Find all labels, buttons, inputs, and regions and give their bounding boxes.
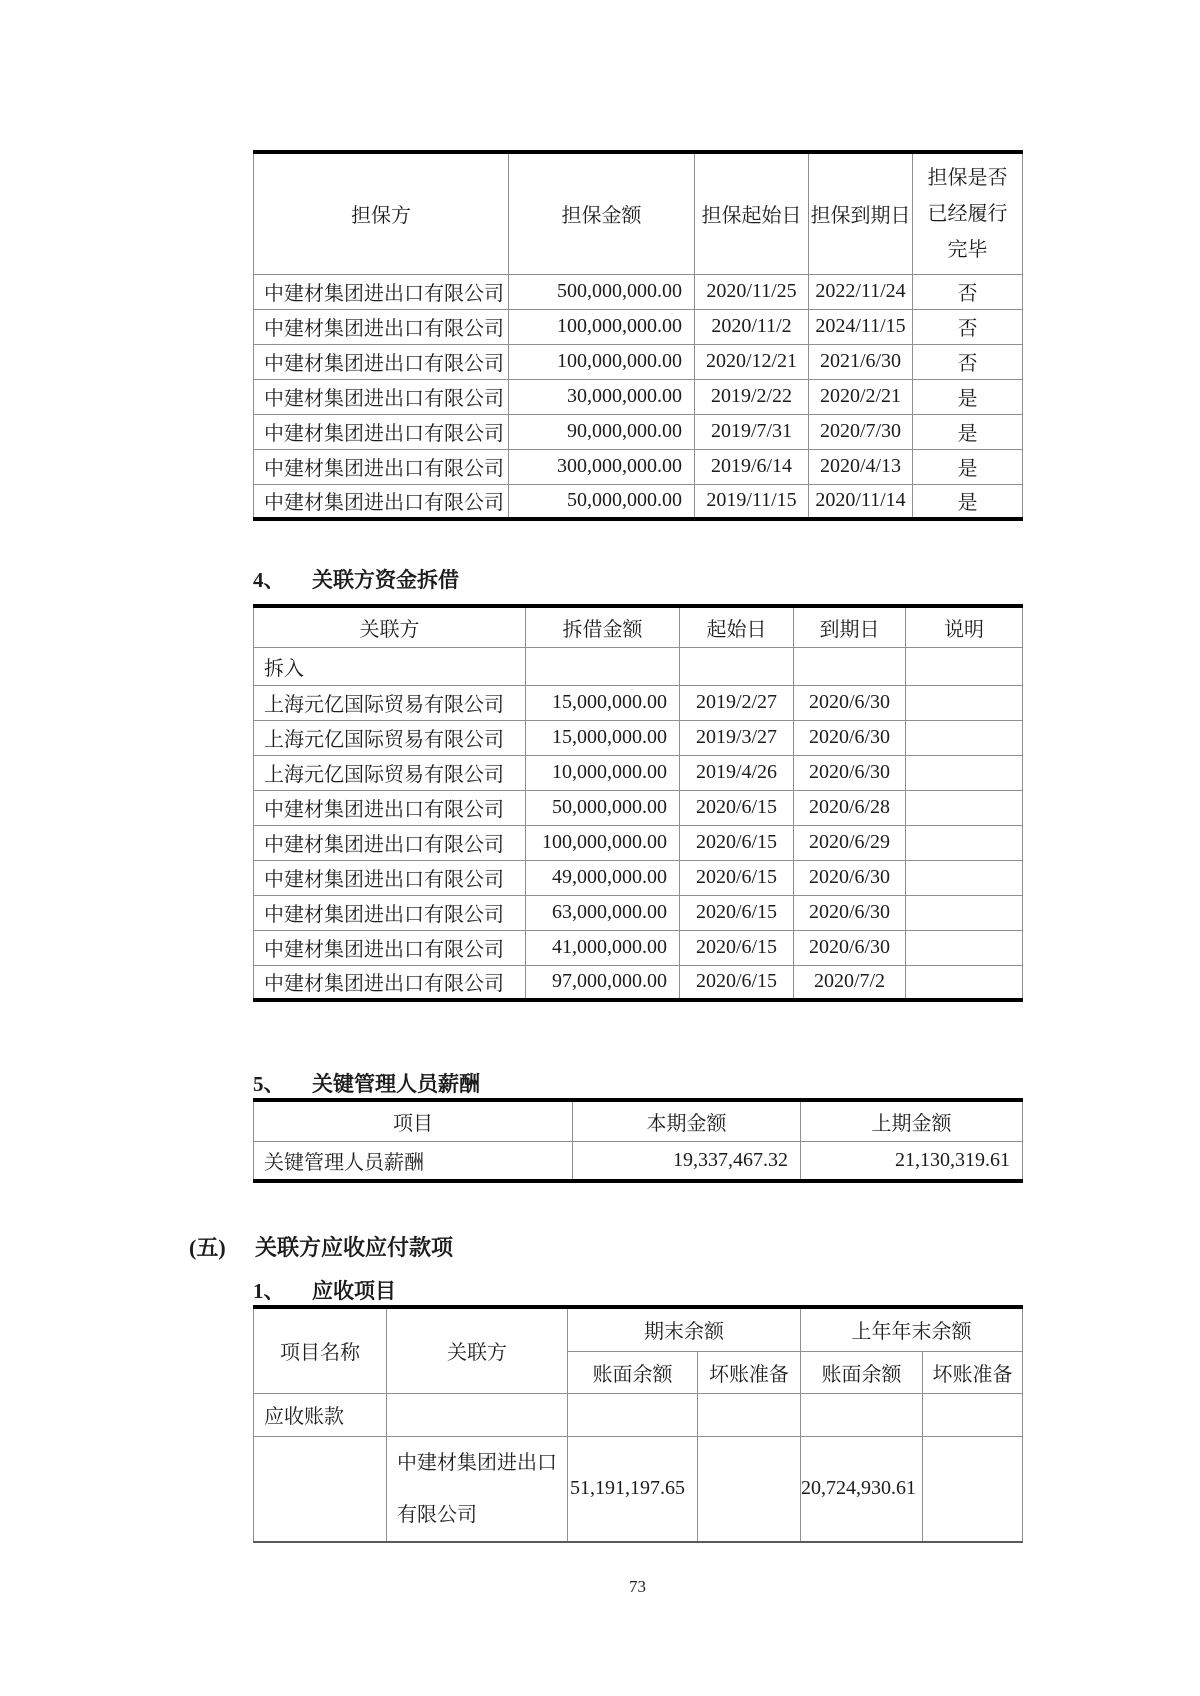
receivables-group-row xyxy=(254,1393,1023,1436)
fulfilled-cell: 是 xyxy=(913,484,1023,519)
start-date-cell: 2019/7/31 xyxy=(695,414,809,449)
amount-cell: 100,000,000.00 xyxy=(509,344,695,379)
related-party-cell: 上海元亿国际贸易有限公司 xyxy=(254,685,526,720)
header-prior-year-balance: 上年年末余额 xyxy=(801,1307,1023,1351)
guarantee-row xyxy=(254,344,1023,379)
section-wu-number: (五) xyxy=(189,1235,226,1260)
receivables-table xyxy=(253,1305,1023,1543)
note-cell xyxy=(906,755,1023,790)
start-date-cell: 2020/6/15 xyxy=(680,965,794,1000)
start-date-cell: 2020/6/15 xyxy=(680,930,794,965)
header-end-date: 到期日 xyxy=(794,606,906,647)
amount-cell: 10,000,000.00 xyxy=(526,755,680,790)
header-ending-bad-debt: 坏账准备 xyxy=(698,1351,801,1393)
empty-cell xyxy=(923,1393,1023,1436)
end-date-cell: 2020/7/2 xyxy=(794,965,906,1000)
start-date-cell: 2020/6/15 xyxy=(680,790,794,825)
end-date-cell: 2020/6/30 xyxy=(794,860,906,895)
amount-cell: 15,000,000.00 xyxy=(526,720,680,755)
note-cell xyxy=(906,860,1023,895)
header-prior-book-balance: 账面余额 xyxy=(801,1351,923,1393)
guarantor-cell: 中建材集团进出口有限公司 xyxy=(254,449,509,484)
header-guarantor: 担保方 xyxy=(254,152,509,274)
start-date-cell: 2020/12/21 xyxy=(695,344,809,379)
guarantor-cell: 中建材集团进出口有限公司 xyxy=(254,379,509,414)
item-name-cell xyxy=(254,1436,387,1542)
section-4-title: 关联方资金拆借 xyxy=(312,568,459,592)
related-party-cell: 中建材集团进出口有限公司 xyxy=(254,930,526,965)
current-amount-cell: 19,337,467.32 xyxy=(573,1141,801,1181)
note-cell xyxy=(906,685,1023,720)
note-cell xyxy=(906,825,1023,860)
end-date-cell: 2020/6/30 xyxy=(794,685,906,720)
section-5-number: 5、 xyxy=(253,1072,285,1096)
guarantor-cell: 中建材集团进出口有限公司 xyxy=(254,414,509,449)
amount-cell: 50,000,000.00 xyxy=(509,484,695,519)
header-current-amount: 本期金额 xyxy=(573,1100,801,1141)
header-item-name: 项目名称 xyxy=(254,1307,387,1393)
section-wu-heading xyxy=(189,1233,1022,1263)
document-page-content xyxy=(189,150,1022,1597)
related-party-cell: 中建材集团进出口有限公司 xyxy=(254,825,526,860)
amount-cell: 300,000,000.00 xyxy=(509,449,695,484)
section-5-heading xyxy=(253,1070,1022,1098)
start-date-cell: 2019/3/27 xyxy=(680,720,794,755)
lending-group-row xyxy=(254,647,1023,685)
header-fulfilled-line2: 已经履行 xyxy=(927,202,1008,225)
end-date-cell: 2020/11/14 xyxy=(809,484,913,519)
group-label-cell: 应收账款 xyxy=(254,1393,387,1436)
start-date-cell: 2020/6/15 xyxy=(680,825,794,860)
end-date-cell: 2020/6/30 xyxy=(794,930,906,965)
empty-cell xyxy=(906,647,1023,685)
guarantee-row xyxy=(254,414,1023,449)
header-ending-balance: 期末余额 xyxy=(568,1307,801,1351)
end-date-cell: 2020/2/21 xyxy=(809,379,913,414)
start-date-cell: 2020/6/15 xyxy=(680,895,794,930)
amount-cell: 49,000,000.00 xyxy=(526,860,680,895)
related-party-cell: 中建材集团进出口有限公司 xyxy=(254,965,526,1000)
ending-bad-debt-cell xyxy=(698,1436,801,1542)
section-4-heading xyxy=(253,566,1022,594)
lending-row xyxy=(254,930,1023,965)
subsection-1-number: 1、 xyxy=(253,1279,285,1303)
start-date-cell: 2020/11/2 xyxy=(695,309,809,344)
note-cell xyxy=(906,895,1023,930)
section-wu-title: 关联方应收应付款项 xyxy=(255,1235,454,1260)
receivables-row xyxy=(254,1436,1023,1542)
start-date-cell: 2019/2/22 xyxy=(695,379,809,414)
end-date-cell: 2020/6/29 xyxy=(794,825,906,860)
empty-cell xyxy=(526,647,680,685)
fulfilled-cell: 否 xyxy=(913,274,1023,309)
amount-cell: 500,000,000.00 xyxy=(509,274,695,309)
related-party-cell: 上海元亿国际贸易有限公司 xyxy=(254,755,526,790)
page-number: 73 xyxy=(629,1576,646,1596)
empty-cell xyxy=(794,647,906,685)
receivables-header-row-1 xyxy=(254,1307,1023,1351)
end-date-cell: 2020/6/30 xyxy=(794,755,906,790)
end-date-cell: 2020/6/30 xyxy=(794,720,906,755)
start-date-cell: 2019/2/27 xyxy=(680,685,794,720)
note-cell xyxy=(906,790,1023,825)
note-cell xyxy=(906,965,1023,1000)
start-date-cell: 2020/6/15 xyxy=(680,860,794,895)
header-guarantee-amount: 担保金额 xyxy=(509,152,695,274)
lending-row xyxy=(254,755,1023,790)
lending-row xyxy=(254,685,1023,720)
empty-cell xyxy=(801,1393,923,1436)
note-cell xyxy=(906,930,1023,965)
end-date-cell: 2022/11/24 xyxy=(809,274,913,309)
guarantee-row xyxy=(254,484,1023,519)
prior-bad-debt-cell xyxy=(923,1436,1023,1542)
lending-table-header-row xyxy=(254,606,1023,647)
guarantor-cell: 中建材集团进出口有限公司 xyxy=(254,274,509,309)
end-date-cell: 2020/7/30 xyxy=(809,414,913,449)
end-date-cell: 2021/6/30 xyxy=(809,344,913,379)
lending-row xyxy=(254,825,1023,860)
empty-cell xyxy=(568,1393,698,1436)
header-prior-bad-debt: 坏账准备 xyxy=(923,1351,1023,1393)
guarantee-row xyxy=(254,274,1023,309)
amount-cell: 50,000,000.00 xyxy=(526,790,680,825)
empty-cell xyxy=(680,647,794,685)
group-label-cell: 拆入 xyxy=(254,647,526,685)
related-party-cell: 中建材集团进出口有限公司 xyxy=(387,1436,568,1542)
start-date-cell: 2020/11/25 xyxy=(695,274,809,309)
related-party-lending-table xyxy=(253,604,1023,1002)
item-cell: 关键管理人员薪酬 xyxy=(254,1141,573,1181)
empty-cell xyxy=(698,1393,801,1436)
header-start-date: 起始日 xyxy=(680,606,794,647)
subsection-1-heading xyxy=(253,1277,1022,1305)
fulfilled-cell: 否 xyxy=(913,309,1023,344)
guarantee-row xyxy=(254,379,1023,414)
end-date-cell: 2024/11/15 xyxy=(809,309,913,344)
prior-book-balance-cell: 20,724,930.61 xyxy=(801,1436,923,1542)
compensation-table-header-row xyxy=(254,1100,1023,1141)
subsection-1-title: 应收项目 xyxy=(312,1279,396,1303)
related-party-cell: 中建材集团进出口有限公司 xyxy=(254,790,526,825)
note-cell xyxy=(906,720,1023,755)
guarantor-cell: 中建材集团进出口有限公司 xyxy=(254,344,509,379)
guarantee-row xyxy=(254,309,1023,344)
fulfilled-cell: 是 xyxy=(913,414,1023,449)
related-party-cell: 上海元亿国际贸易有限公司 xyxy=(254,720,526,755)
section-5-title: 关键管理人员薪酬 xyxy=(312,1072,480,1096)
amount-cell: 90,000,000.00 xyxy=(509,414,695,449)
amount-cell: 63,000,000.00 xyxy=(526,895,680,930)
lending-row xyxy=(254,720,1023,755)
fulfilled-cell: 是 xyxy=(913,449,1023,484)
guarantee-table xyxy=(253,150,1023,521)
end-date-cell: 2020/6/30 xyxy=(794,895,906,930)
guarantee-table-header-row xyxy=(254,152,1023,274)
fulfilled-cell: 是 xyxy=(913,379,1023,414)
header-related-party: 关联方 xyxy=(387,1307,568,1393)
header-guarantee-end-date: 担保到期日 xyxy=(809,152,913,274)
amount-cell: 41,000,000.00 xyxy=(526,930,680,965)
lending-row xyxy=(254,790,1023,825)
key-management-compensation-table xyxy=(253,1098,1023,1183)
header-prior-amount: 上期金额 xyxy=(801,1100,1023,1141)
guarantor-cell: 中建材集团进出口有限公司 xyxy=(254,484,509,519)
amount-cell: 15,000,000.00 xyxy=(526,685,680,720)
section-4-number: 4、 xyxy=(253,568,285,592)
empty-cell xyxy=(387,1393,568,1436)
start-date-cell: 2019/6/14 xyxy=(695,449,809,484)
related-party-cell: 中建材集团进出口有限公司 xyxy=(254,860,526,895)
header-guarantee-fulfilled xyxy=(913,152,1023,274)
header-fulfilled-line3: 完毕 xyxy=(947,238,988,261)
header-related-party: 关联方 xyxy=(254,606,526,647)
amount-cell: 30,000,000.00 xyxy=(509,379,695,414)
amount-cell: 100,000,000.00 xyxy=(526,825,680,860)
header-ending-book-balance: 账面余额 xyxy=(568,1351,698,1393)
lending-row xyxy=(254,895,1023,930)
start-date-cell: 2019/11/15 xyxy=(695,484,809,519)
header-lending-amount: 拆借金额 xyxy=(526,606,680,647)
end-date-cell: 2020/4/13 xyxy=(809,449,913,484)
guarantee-row xyxy=(254,449,1023,484)
amount-cell: 100,000,000.00 xyxy=(509,309,695,344)
header-item: 项目 xyxy=(254,1100,573,1141)
end-date-cell: 2020/6/28 xyxy=(794,790,906,825)
related-party-cell: 中建材集团进出口有限公司 xyxy=(254,895,526,930)
header-guarantee-start-date: 担保起始日 xyxy=(695,152,809,274)
compensation-row xyxy=(254,1141,1023,1181)
prior-amount-cell: 21,130,319.61 xyxy=(801,1141,1023,1181)
fulfilled-cell: 否 xyxy=(913,344,1023,379)
lending-row xyxy=(254,860,1023,895)
amount-cell: 97,000,000.00 xyxy=(526,965,680,1000)
guarantor-cell: 中建材集团进出口有限公司 xyxy=(254,309,509,344)
header-note: 说明 xyxy=(906,606,1023,647)
lending-row xyxy=(254,965,1023,1000)
start-date-cell: 2019/4/26 xyxy=(680,755,794,790)
ending-book-balance-cell: 51,191,197.65 xyxy=(568,1436,698,1542)
header-fulfilled-line1: 担保是否 xyxy=(927,166,1008,189)
